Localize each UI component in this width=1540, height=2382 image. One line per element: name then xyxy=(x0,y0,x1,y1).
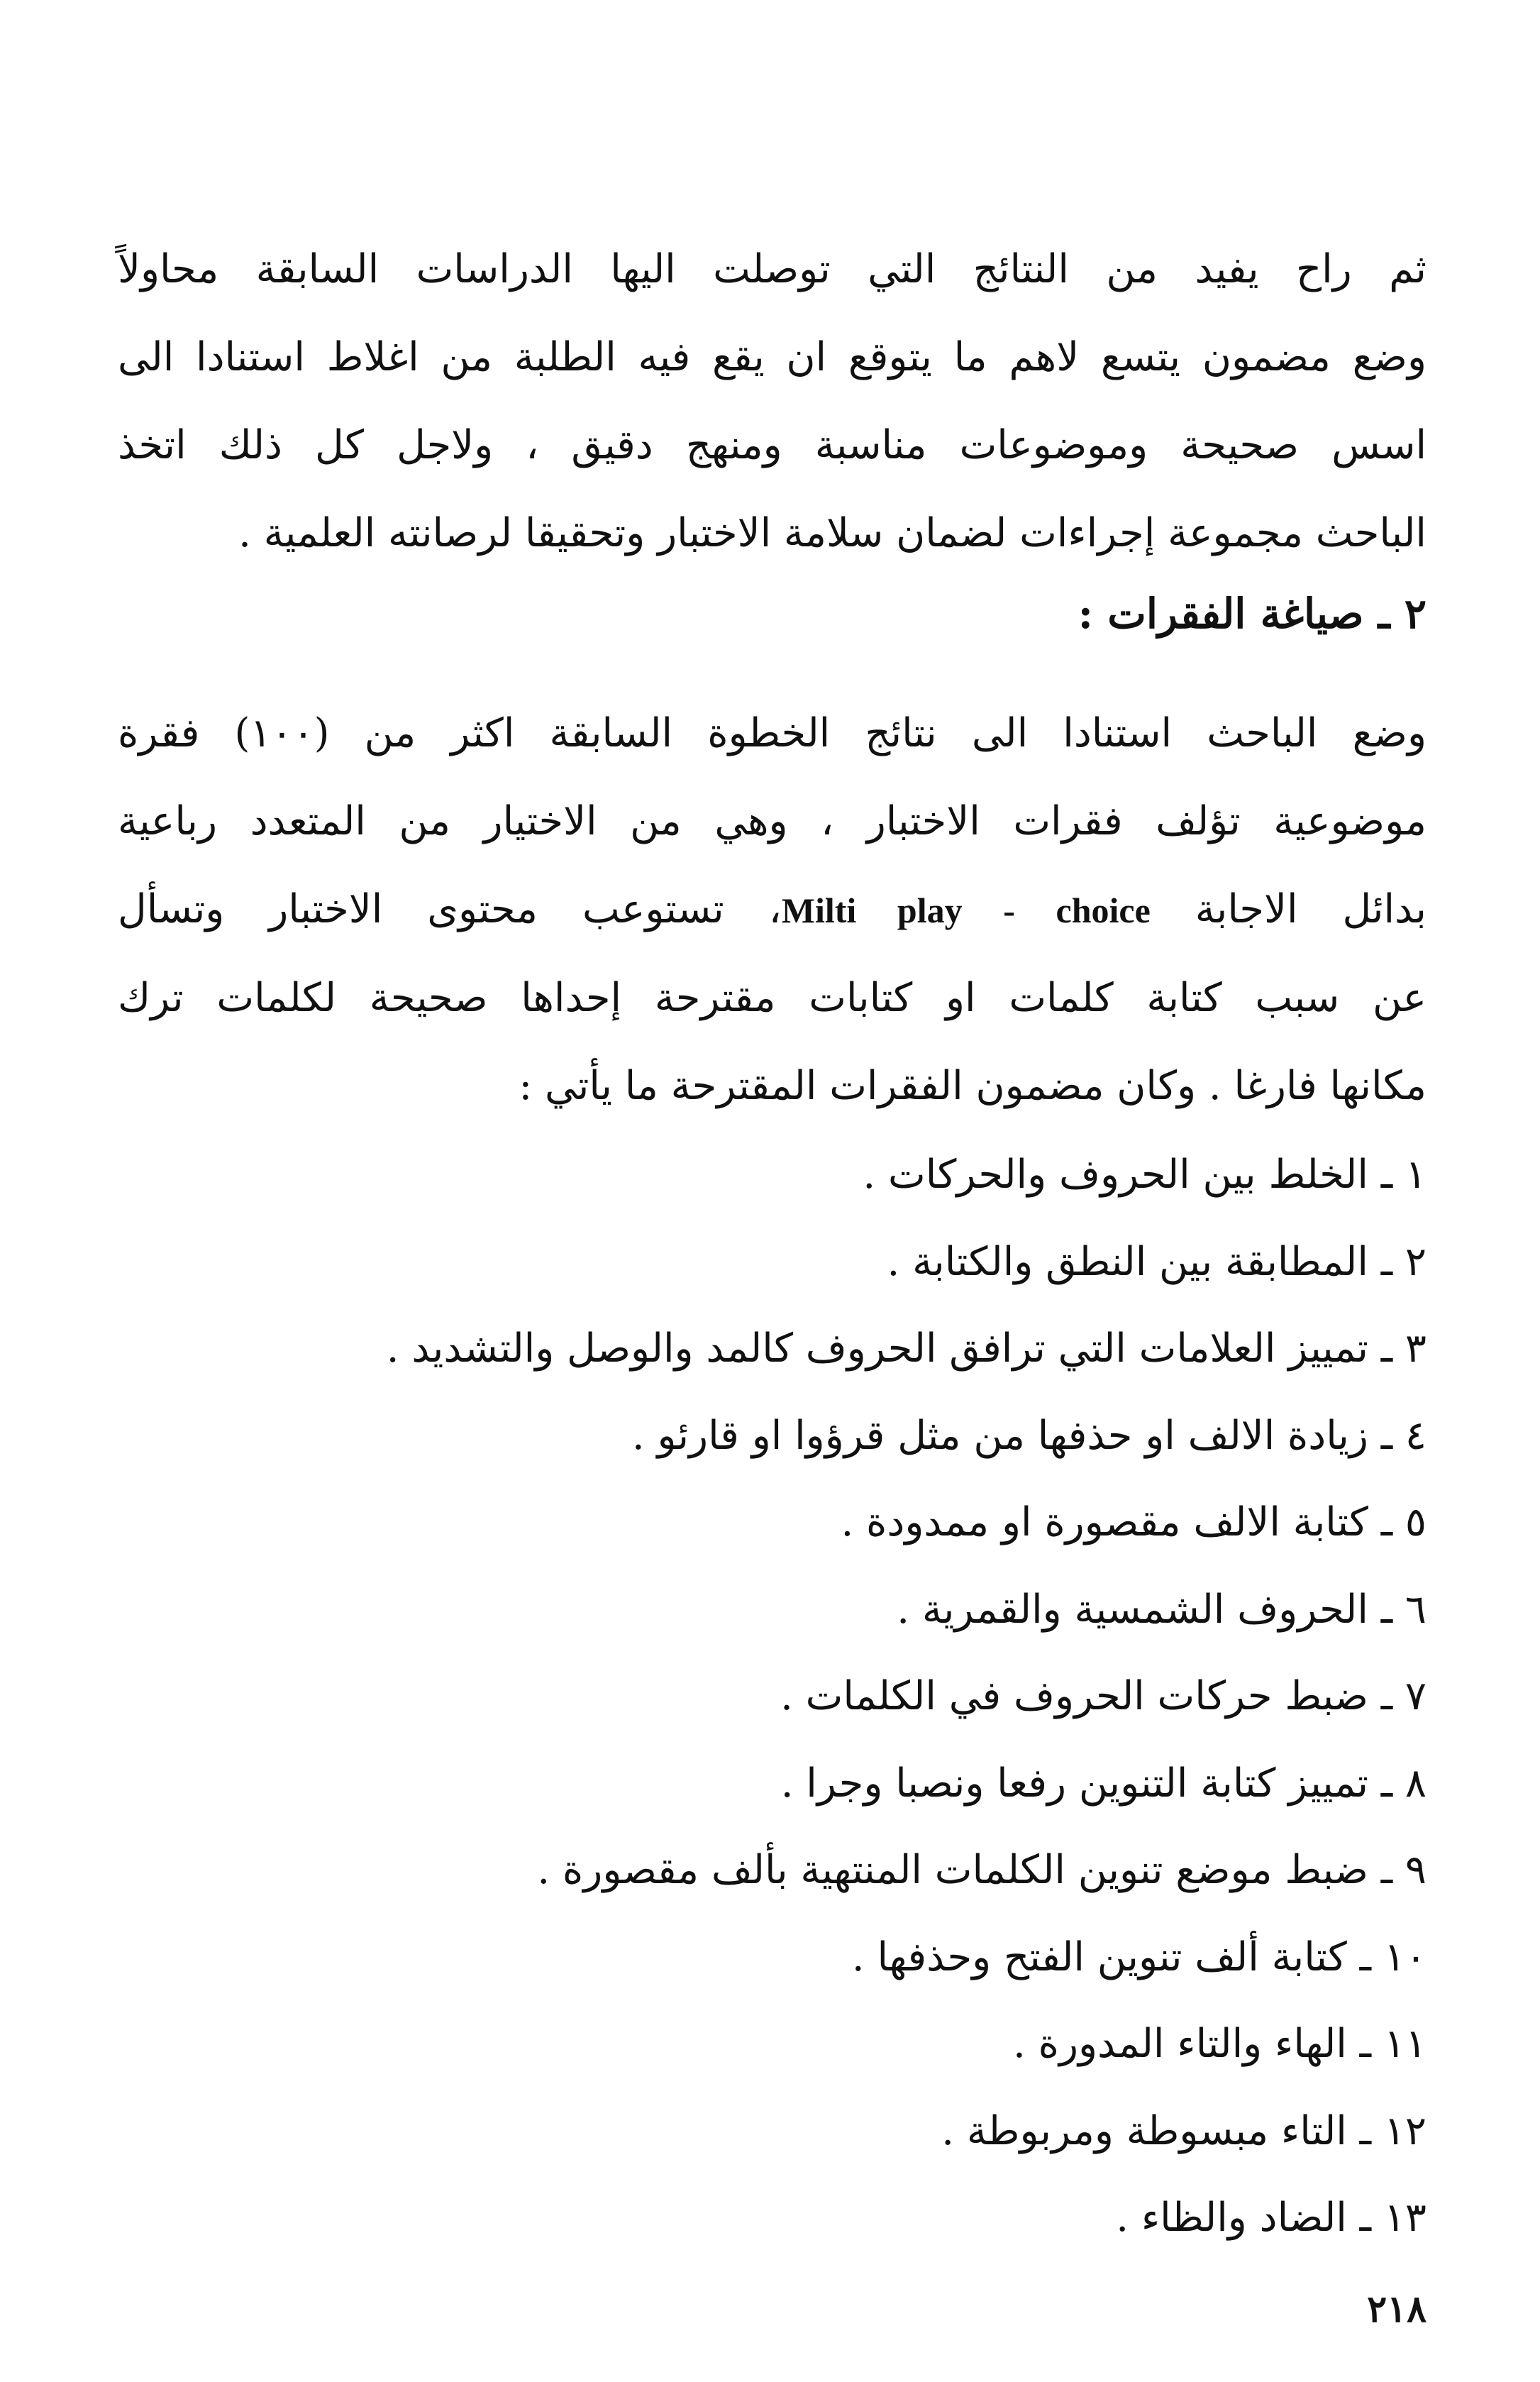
list-item xyxy=(118,1914,1427,2002)
paragraph-2-line-with-latin xyxy=(118,866,1427,954)
list-item xyxy=(118,1567,1427,1654)
latin-term: Milti play - choice xyxy=(781,891,1151,930)
list-item xyxy=(118,2001,1427,2088)
list-item-text: ـ المطابقة بين النطق والكتابة . xyxy=(887,1238,1393,1285)
list-item xyxy=(118,1306,1427,1393)
page-number: ٢١٨ xyxy=(1367,2288,1427,2331)
list-item xyxy=(118,1479,1427,1567)
paragraph-2-line: موضوعية تؤلف فقرات الاختبار ، وهي من الاختيار من المتعدد رباعية xyxy=(118,798,1427,844)
paragraph-2 xyxy=(118,690,1427,1130)
list-item-text: ـ الخلط بين الحروف والحركات . xyxy=(863,1152,1393,1198)
paragraph-1-line: ثم راح يفيد من النتائج التي توصلت اليها الدراسات السابقة محاولاً xyxy=(118,246,1427,292)
paragraph-2-line: مكانها فارغا . وكان مضمون الفقرات المقترحة ما يأتي : xyxy=(519,1063,1427,1109)
list-item-text: ـ تمييز العلامات التي ترافق الحروف كالمد والوصل والتشديد . xyxy=(386,1325,1393,1372)
list-item xyxy=(118,1132,1427,1219)
list-item xyxy=(118,2175,1427,2262)
criteria-list xyxy=(118,1132,1427,2262)
list-item-number: ٥ xyxy=(1405,1499,1427,1545)
list-item-text: ـ كتابة ألف تنوين الفتح وحذفها . xyxy=(851,1934,1372,1980)
list-item-text: ـ تمييز كتابة التنوين رفعا ونصبا وجرا . xyxy=(780,1760,1393,1807)
paragraph-1 xyxy=(118,226,1427,578)
list-item-text: ـ زيادة الالف او حذفها من مثل قرؤوا او قارئو . xyxy=(631,1412,1393,1459)
list-item-number: ٢ xyxy=(1405,1238,1427,1285)
list-item-number: ١٢ xyxy=(1383,2107,1427,2154)
paragraph-2-line: عن سبب كتابة كلمات او كتابات مقترحة إحداها صحيحة لكلمات ترك xyxy=(118,975,1427,1021)
paragraph-1-line: اسس صحيحة وموضوعات مناسبة ومنهج دقيق ، ولاجل كل ذلك اتخذ xyxy=(118,422,1427,468)
paragraph-1-line: الباحث مجموعة إجراءات لضمان سلامة الاختبار وتحقيقا لرصانته العلمية . xyxy=(238,510,1427,556)
list-item-text: ـ الضاد والظاء . xyxy=(1116,2195,1372,2241)
paragraph-2-text: ، تستوعب محتوى الاختبار وتسأل xyxy=(118,886,782,932)
list-item-number: ٨ xyxy=(1405,1760,1427,1807)
list-item xyxy=(118,1827,1427,1914)
paragraph-2-line: وضع الباحث استنادا الى نتائج الخطوة السابقة اكثر من (١٠٠) فقرة xyxy=(118,710,1427,756)
list-item xyxy=(118,1393,1427,1480)
list-item-text: ـ الحروف الشمسية والقمرية . xyxy=(897,1586,1393,1633)
paragraph-1-line: وضع مضمون يتسع لاهم ما يتوقع ان يقع فيه الطلبة من اغلاط استنادا الى xyxy=(118,334,1427,380)
list-item xyxy=(118,2088,1427,2176)
list-item-number: ٤ xyxy=(1405,1412,1427,1459)
list-item-number: ١١ xyxy=(1383,2021,1427,2067)
list-item-text: ـ الهاء والتاء المدورة . xyxy=(1013,2021,1372,2067)
list-item-text: ـ ضبط موضع تنوين الكلمات المنتهية بألف مقصورة . xyxy=(537,1847,1393,1893)
list-item xyxy=(118,1741,1427,1828)
list-item-text: ـ ضبط حركات الحروف في الكلمات . xyxy=(780,1673,1393,1719)
list-item-number: ٧ xyxy=(1405,1673,1427,1719)
section-heading: ٢ ـ صياغة الفقرات : xyxy=(1078,590,1427,638)
list-item-number: ٣ xyxy=(1405,1325,1427,1372)
list-item-number: ٦ xyxy=(1405,1586,1427,1633)
list-item-text: ـ التاء مبسوطة ومربوطة . xyxy=(941,2107,1372,2154)
list-item-number: ١٠ xyxy=(1383,1934,1427,1980)
list-item-text: ـ كتابة الالف مقصورة او ممدودة . xyxy=(841,1499,1393,1545)
list-item xyxy=(118,1219,1427,1306)
list-item-number: ٩ xyxy=(1405,1847,1427,1893)
list-item xyxy=(118,1653,1427,1741)
paragraph-2-text: بدائل الاجابة xyxy=(1195,886,1427,932)
list-item-number: ١ xyxy=(1405,1152,1427,1198)
list-item-number: ١٣ xyxy=(1383,2195,1427,2241)
